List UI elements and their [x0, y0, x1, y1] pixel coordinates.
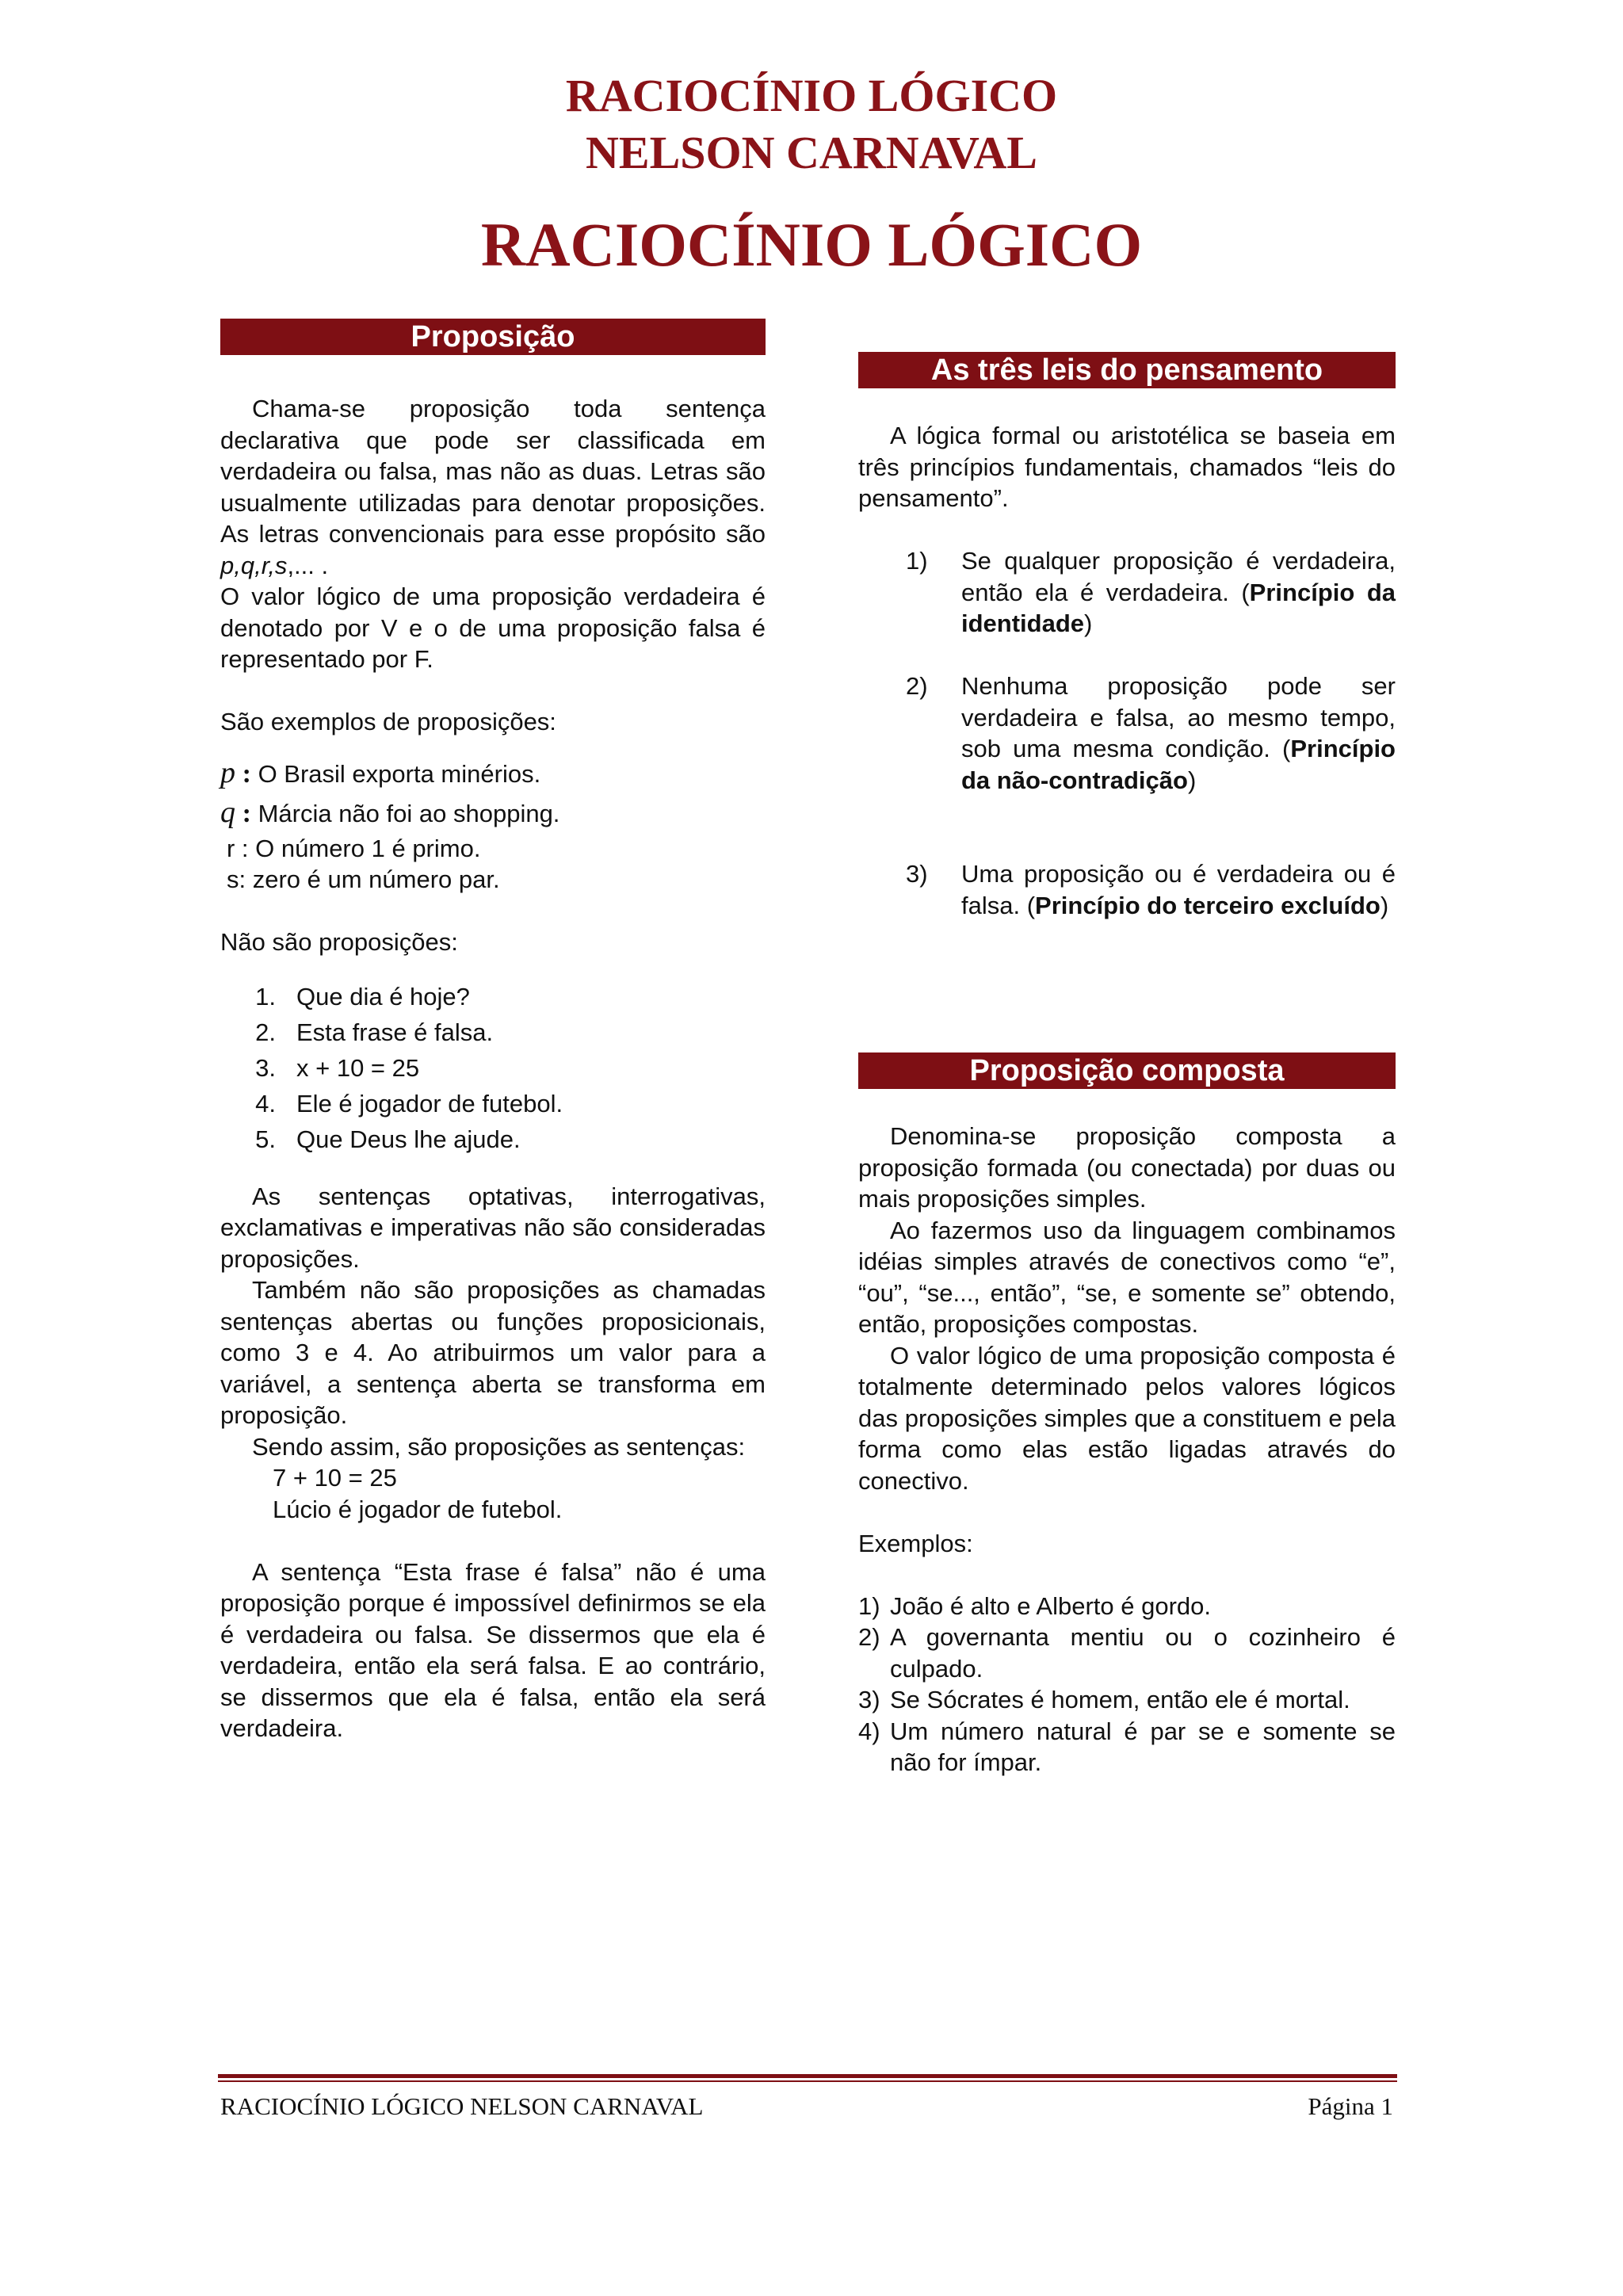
example-q-sep: :	[242, 798, 251, 828]
item-text: Um número natural é par se e somente se não for ímpar.	[890, 1717, 1396, 1776]
law-body: Nenhuma proposição pode ser verdadeira e falsa, ao mesmo tempo, sob uma mesma condição. (	[961, 672, 1396, 762]
example-s: s: zero é um número par.	[227, 865, 500, 893]
example-r: r : O número 1 é primo.	[227, 834, 481, 862]
example-p-var: p	[220, 755, 235, 789]
paragraph-sendo-assim: Sendo assim, são proposições as sentenças:	[252, 1432, 746, 1461]
law-text	[961, 545, 1396, 640]
list-item	[220, 1014, 766, 1050]
law-text	[961, 670, 1396, 796]
example-q-text: Márcia não foi ao shopping.	[250, 799, 560, 827]
law-principle: Princípio da não-contradição	[961, 735, 1396, 794]
law-number: 1)	[906, 547, 928, 575]
composta-paragraph-2: Ao fazermos uso da linguagem combinamos idéias simples através de conectivos como “e”, “ou”, “se..., então”, “se, e somente se” obtendo, então, proposições compostas.	[858, 1216, 1396, 1338]
intro-vars: p,q,r,s	[220, 551, 288, 579]
compound-examples-list	[858, 1591, 1396, 1778]
left-column	[220, 319, 766, 1744]
item-text: Que dia é hoje?	[296, 982, 470, 1010]
example-p-text: O Brasil exporta minérios.	[250, 759, 541, 788]
list-item	[220, 1086, 766, 1121]
list-item	[858, 1622, 1396, 1684]
examples-heading-right: Exemplos:	[858, 1529, 973, 1557]
law-2	[858, 670, 1396, 796]
footer-rule	[218, 2074, 1397, 2082]
law-number: 2)	[906, 672, 928, 700]
intro-text: Chama-se proposição toda sentença declarativa que pode ser classificada em verdadeira ou falsa, mas não as duas. Letras são usualmente utilizadas para denotar proposições. As letras convencionais para esse propósito são	[220, 395, 766, 548]
law-3	[858, 858, 1396, 921]
law-1	[858, 545, 1396, 640]
main-title: RACIOCÍNIO LÓGICO	[480, 210, 1143, 279]
example-q	[220, 793, 766, 833]
item-number: 4)	[858, 1717, 880, 1745]
item-text: Se Sócrates é homem, então ele é mortal.	[890, 1686, 1350, 1713]
composta-paragraph-1: Denomina-se proposição composta a proposição formada (ou conectada) por duas ou mais proposições simples.	[858, 1122, 1396, 1213]
paragraph-optativas: As sentenças optativas, interrogativas, exclamativas e imperativas não são consideradas proposições.	[220, 1182, 766, 1273]
item-number: 1)	[858, 1591, 880, 1620]
page-number: Página 1	[1308, 2092, 1393, 2120]
composta-paragraph-3: O valor lógico de uma proposição composta é totalmente determinado pelos valores lógicos das proposições simples que a constituem e pela forma como elas estão ligadas através do conectivo.	[858, 1341, 1396, 1495]
paragraph-sentencas-abertas: Também não são proposições as chamadas sentenças abertas ou funções proposicionais, como 3 e 4. Ao atribuirmos um valor para a variável, a sentença aberta se transforma em proposição.	[220, 1276, 766, 1429]
valor-logico-paragraph: O valor lógico de uma proposição verdadeira é denotado por V e o de uma proposição falsa é representado por F.	[220, 583, 766, 673]
laws-intro: A lógica formal ou aristotélica se baseia em três princípios fundamentais, chamados “leis do pensamento”.	[858, 422, 1396, 512]
item-number: 2.	[255, 1018, 276, 1046]
item-number: 3)	[858, 1686, 880, 1713]
list-item	[220, 1121, 766, 1157]
sentence-example-2: Lúcio é jogador de futebol.	[273, 1495, 563, 1523]
section-title-leis: As três leis do pensamento	[858, 352, 1396, 388]
footer-title: RACIOCÍNIO LÓGICO NELSON CARNAVAL	[220, 2092, 704, 2120]
example-p	[220, 754, 766, 793]
non-propositions-list	[220, 979, 766, 1157]
header-title-line2: NELSON CARNAVAL	[586, 127, 1037, 178]
header-title-line1: RACIOCÍNIO LÓGICO	[565, 70, 1058, 121]
example-p-sep: :	[242, 758, 251, 789]
item-number: 1.	[255, 982, 276, 1010]
section-title-proposicao: Proposição	[220, 319, 766, 355]
item-text: x + 10 = 25	[296, 1053, 420, 1082]
item-number: 2)	[858, 1623, 880, 1651]
list-item	[220, 979, 766, 1014]
law-body: Se qualquer proposição é verdadeira, então ela é verdadeira. (	[961, 547, 1396, 606]
law-principle: Princípio do terceiro excluído	[1035, 891, 1381, 919]
sentence-example-1: 7 + 10 = 25	[273, 1464, 397, 1492]
intro-paragraph	[220, 393, 766, 581]
law-end: )	[1187, 766, 1197, 794]
item-text: Ele é jogador de futebol.	[296, 1089, 563, 1117]
item-number: 3.	[255, 1053, 276, 1082]
list-item	[858, 1684, 1396, 1716]
right-column	[858, 352, 1396, 1778]
item-text: Esta frase é falsa.	[296, 1018, 494, 1046]
list-item	[858, 1591, 1396, 1622]
law-number: 3)	[906, 860, 928, 888]
example-q-var: q	[220, 795, 235, 829]
list-item	[220, 1050, 766, 1086]
list-item	[858, 1716, 1396, 1778]
intro-end: ,... .	[287, 551, 329, 579]
law-principle: Princípio da identidade	[961, 578, 1396, 637]
law-text	[961, 858, 1396, 921]
item-number: 4.	[255, 1089, 276, 1117]
non-propositions-heading: Não são proposições:	[220, 928, 458, 956]
paragraph-esta-frase: A sentença “Esta frase é falsa” não é uma proposição porque é impossível definirmos se ela é verdadeira ou falsa. Se dissermos que ela é verdadeira, então ela será falsa. E ao contrário, se dissermos que ela é falsa, então ela será verdadeira.	[220, 1557, 766, 1742]
item-text: Que Deus lhe ajude.	[296, 1125, 521, 1153]
law-end: )	[1084, 609, 1093, 637]
item-text: A governanta mentiu ou o cozinheiro é culpado.	[890, 1623, 1396, 1683]
examples-heading: São exemplos de proposições:	[220, 708, 556, 735]
law-body: Uma proposição ou é verdadeira ou é falsa. (	[961, 860, 1396, 919]
item-text: João é alto e Alberto é gordo.	[890, 1591, 1212, 1620]
section-title-composta: Proposição composta	[858, 1052, 1396, 1089]
law-end: )	[1380, 891, 1389, 919]
item-number: 5.	[255, 1125, 276, 1153]
